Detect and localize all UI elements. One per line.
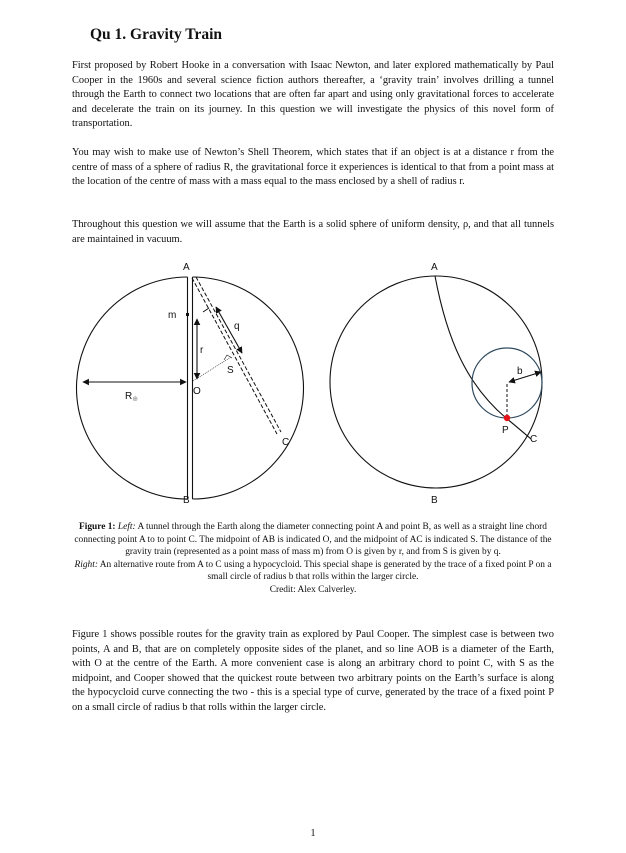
caption-right-text: An alternative route from A to C using a hypocycloid. This special shape is generated by the trace of a fixed point P on a small circle of radius b that rolls within the larger circle.	[99, 559, 552, 583]
label-B-right: B	[431, 495, 438, 506]
intro-paragraph: First proposed by Robert Hooke in a conversation with Isaac Newton, and later explored mathematically by Paul Cooper in the 1960s and several science fiction authors thereafter, a ‘gravity train’ involves drilling a tunnel through the Earth to connect two locations that are often far apart and using only gravitational forces to accelerate and decelerate the train on its journey. In this question we will investigate the physics of this novel form of transportation.	[72, 60, 554, 130]
label-r: r	[200, 345, 204, 356]
caption-left-text: A tunnel through the Earth along the diameter connecting point A and point B, as well as a straight line chord connecting point A to to point C. The midpoint of AB is indicated O, and the midpoint of AC is indicated S. The distance of the gravity train (represented as a point mass of mass m) from O is given by r, and from S is given by q.	[74, 522, 552, 558]
assumption-paragraph: Throughout this question we will assume that the Earth is a solid sphere of uniform density, ρ, and that all tunnels are maintained in vacuum.	[72, 219, 554, 245]
question-title: Qu 1. Gravity Train	[90, 26, 223, 43]
label-A-left: A	[183, 262, 190, 273]
figure-1	[72, 255, 554, 515]
label-b: b	[517, 366, 523, 377]
label-P: P	[502, 425, 509, 436]
figure-caption	[72, 521, 554, 597]
label-R-earth: $R_\oplus$	[125, 391, 139, 403]
label-B-left: B	[183, 495, 190, 506]
label-q: q	[234, 321, 240, 332]
caption-credit: Credit: Alex Calverley.	[269, 584, 357, 595]
figure-1-diagrams	[72, 255, 554, 515]
label-C-right: C	[530, 434, 538, 445]
label-m: m	[168, 310, 177, 321]
label-O: O	[193, 386, 201, 397]
caption-left-label: Left:	[117, 522, 136, 532]
left-diagram	[77, 262, 304, 506]
caption-right-label: Right:	[74, 559, 98, 570]
label-C-left: C	[282, 437, 290, 448]
right-diagram	[330, 262, 542, 506]
label-A-right: A	[431, 262, 438, 273]
shell-theorem-paragraph: You may wish to make use of Newton’s Shell Theorem, which states that if an object is at a distance r from the centre of mass of a sphere of radius R, the gravitational force it experiences is identical to that from a point mass at the location of the centre of mass with a mass equal to the mass enclosed by a shell of radius r.	[72, 147, 554, 188]
point-P	[504, 415, 510, 421]
routes-paragraph: Figure 1 shows possible routes for the gravity train as explored by Paul Cooper. The simplest case is between two points, A and B, that are on completely opposite sides of the planet, and so line AOB is a diameter of the Earth, with O at the centre of the Earth. A more convenient case is along an arbitrary chord to point C, with S as the midpoint, and Cooper showed that the quickest route between two arbitrary points on the Earth’s surface is along the hypocycloid curve connecting the two - this is a special type of curve, generated by the trace of a fixed point P on a small circle of radius b that rolls within the larger circle.	[72, 629, 554, 713]
label-S: S	[227, 365, 234, 376]
rolling-circle	[472, 348, 542, 418]
page-number: 1	[310, 828, 316, 839]
caption-prefix: Figure 1:	[79, 522, 116, 532]
